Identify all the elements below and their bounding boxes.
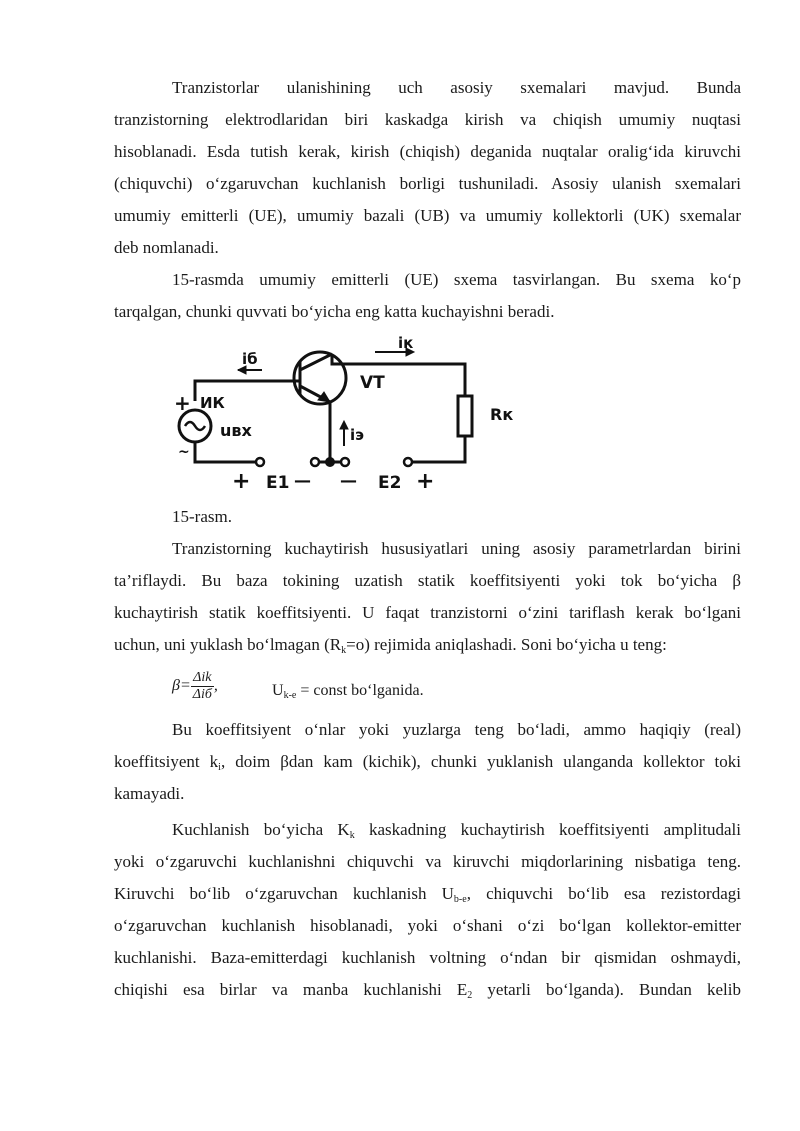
text-line: Bu koeffitsiyent o‘nlar yoki yuzlarga teng bo‘ladi, ammo haqiqiy (real) [172, 720, 741, 739]
figure-caption: 15-rasm. [172, 507, 232, 526]
text-line: Kuchlanish bo‘yicha $K_k$ kaskadning kuchaytirish koeffitsiyenti amplitudali [172, 820, 742, 841]
label-rk: Rк [490, 405, 514, 424]
input-wire-bottom [195, 442, 258, 462]
terminal-node [256, 458, 264, 466]
label-ik-source: ИК [200, 394, 225, 412]
fraction: $\frac{\text{Δik}}{\text{Δiб}}$ [192, 670, 212, 702]
label-vt: VT [360, 373, 385, 393]
e2-minus: — [340, 471, 357, 491]
paragraph-4 [114, 714, 741, 810]
label-ib: iб [242, 350, 258, 368]
text-line: Tranzistorlar ulanishining uch asosiy sxemalari mavjud. Bunda [172, 78, 741, 97]
formula-condition: $U_{k-e}$ = const bo‘lganida. [272, 682, 424, 701]
text-line: yoki o‘zgaruvchi kuchlanishni chiquvchi va kiruvchi miqdorlarining nisbatiga teng. [114, 852, 741, 871]
resistor-rk [458, 396, 472, 436]
text-line: kamayadi. [114, 784, 185, 803]
text-line: umumiy emitterli (UE), umumiy bazali (UB) va umumiy kollektorli (UK) sxemalar [114, 206, 741, 225]
paragraph-5 [114, 814, 741, 1006]
text-line: tarqalgan, chunki quvvati bo‘yicha eng katta kuchayishni beradi. [114, 302, 555, 321]
sine-wave [185, 422, 205, 430]
text-line: 15-rasmda umumiy emitterli (UE) sxema tasvirlangan. Bu sxema ko‘p [172, 270, 741, 289]
emitter-arrow [318, 392, 330, 402]
label-uvx: uвх [220, 421, 252, 440]
output-wire-bottom [410, 436, 465, 462]
text-line: (chiquvchi) o‘zgaruvchan kuchlanish borligi tushuniladi. Asosiy ulanish sxemalari [114, 174, 741, 193]
terminal-node [311, 458, 319, 466]
text-line: deb nomlanadi. [114, 238, 219, 257]
common-emitter-circuit-diagram [170, 334, 514, 496]
source-tilde: ~ [178, 444, 190, 460]
collector-wire [332, 354, 465, 396]
label-e1: E1 [266, 473, 290, 493]
text-line: uchun, uni yuklash bo‘lmagan $(R_k=o)$ rejimida aniqlashadi. Soni bo‘yicha u teng: [114, 635, 667, 656]
label-e2: E2 [378, 473, 402, 493]
paragraph-1 [114, 72, 741, 264]
terminal-node [341, 458, 349, 466]
text-line: hisoblanadi. Esda tutish kerak, kirish (chiqish) deganida nuqtalar oralig‘ida kiruvchi [114, 142, 741, 161]
e1-plus: + [232, 469, 251, 494]
junction-dot [327, 459, 334, 466]
paragraph-3 [114, 533, 741, 661]
text-line: ta’riflaydi. Bu baza tokining uzatish statik koeffitsiyenti yoki tok bo‘yicha β [114, 571, 741, 590]
text-line: kuchaytirish statik koeffitsiyenti. U faqat tranzistorni o‘zini tariflash kerak bo‘lgani [114, 603, 741, 622]
text-line: Tranzistorning kuchaytirish hususiyatlari uning asosiy parametrlardan birini [172, 539, 741, 558]
text-line: o‘zgaruvchan kuchlanish hisoblanadi, yoki o‘shani o‘zi bo‘lgan kollektor-emitter [114, 916, 741, 935]
text-line: kuchlanishi. Baza-emitterdagi kuchlanish voltning o‘ndan bir qismidan oshmaydi, [114, 948, 741, 967]
e1-minus: — [294, 471, 311, 491]
e2-plus: + [416, 469, 435, 494]
text-line: chiqishi esa birlar va manba kuchlanishi $E_2$ yetarli bo‘lganda). Bundan kelib [114, 980, 741, 1001]
source-plus: + [174, 391, 191, 415]
text-line: koeffitsiyent $k_i$, doim βdan kam (kichik), chunki yuklanish ulanganda kollektor toki [114, 752, 741, 773]
beta-formula: β= $\frac{\text{Δik}}{\text{Δiб}}$ , [172, 670, 218, 702]
label-ie: iэ [350, 426, 365, 444]
terminal-node [404, 458, 412, 466]
label-ik: iк [398, 334, 414, 352]
paragraph-2 [114, 264, 741, 328]
text-line: tranzistorning elektrodlaridan biri kaskadga kirish va chiqish umumiy nuqtasi [114, 110, 741, 129]
text-line: Kiruvchi bo‘lib o‘zgaruvchan kuchlanish $U_{b-e}$, chiquvchi bo‘lib esa rezistordagi [114, 884, 741, 905]
